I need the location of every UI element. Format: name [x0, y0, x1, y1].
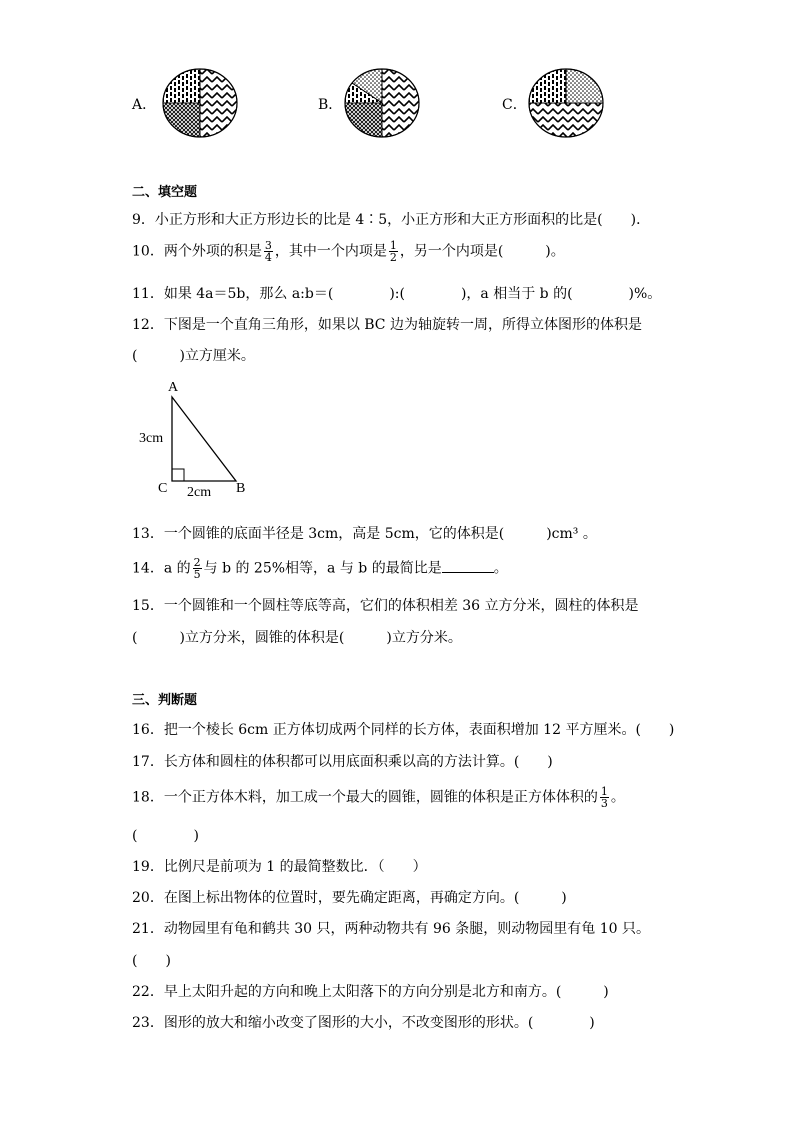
question-21-line-2: ( ) [132, 953, 171, 969]
question-23: 23．图形的放大和缩小改变了图形的大小，不改变图形的形状。( ) [132, 1015, 595, 1031]
option-b-pie-chart [344, 68, 420, 138]
q18-fraction: $\frac{1}{3}$ [600, 785, 608, 810]
triangle-vertex-c: C [158, 481, 168, 496]
question-16: 16．把一个棱长 6cm 正方体切成两个同样的长方体，表面积增加 12 平方厘米。( ) [132, 722, 675, 738]
q14-fraction: $\frac{2}{5}$ [193, 556, 201, 581]
q18-text-a: 18．一个正方体木料，加工成一个最大的圆锥，圆锥的体积是正方体体积的 [132, 789, 598, 806]
section-fill-blank-title: 二、填空题 [132, 185, 198, 200]
question-10 [132, 240, 565, 263]
question-11: 11．如果 4a＝5b，那么 a:b＝( ):( )，a 相当于 b 的( )%。 [132, 286, 662, 302]
question-12-line-1: 12．下图是一个直角三角形，如果以 BC 边为轴旋转一周，所得立体图形的体积是 [132, 317, 642, 333]
question-18 [132, 786, 625, 809]
q10-fraction-2: $\frac{1}{2}$ [389, 239, 397, 264]
question-19: 19．比例尺是前项为 1 的最简整数比．（ ） [132, 859, 427, 875]
triangle-side-ac-length: 3cm [139, 431, 164, 446]
question-17: 17．长方体和圆柱的体积都可以用底面积乘以高的方法计算。( ) [132, 754, 553, 770]
triangle-side-cb-length: 2cm [187, 485, 212, 500]
question-22: 22．早上太阳升起的方向和晚上太阳落下的方向分别是北方和南方。( ) [132, 984, 609, 1000]
question-14 [132, 557, 508, 580]
q10-fraction-1: $\frac{3}{4}$ [264, 239, 272, 264]
q14-text-a: 14．a 的 [132, 560, 191, 577]
q14-text-b: 与 b 的 25%相等，a 与 b 的最简比是 [203, 560, 442, 577]
q14-text-c: 。 [493, 560, 508, 577]
question-12-line-2: ( )立方厘米。 [132, 348, 255, 364]
question-21-line-1: 21．动物园里有龟和鹤共 30 只，两种动物共有 96 条腿，则动物园里有龟 10 只。 [132, 921, 650, 937]
option-a-pie-chart [162, 68, 238, 138]
option-a-label: A． [132, 97, 157, 113]
triangle-vertex-b: B [236, 481, 246, 496]
question-15-line-1: 15．一个圆锥和一个圆柱等底等高，它们的体积相差 36 立方分米，圆柱的体积是 [132, 598, 639, 614]
option-c-label: C． [502, 97, 527, 113]
right-triangle-figure [170, 395, 240, 485]
question-20: 20．在图上标出物体的位置时，要先确定距离，再确定方向。( ) [132, 890, 567, 906]
option-b-slice-zigzag [382, 69, 419, 137]
triangle-vertex-a: A [168, 380, 179, 395]
q10-text-a: 10．两个外项的积是 [132, 243, 262, 260]
option-b-label: B． [318, 97, 343, 113]
q10-text-c: ，另一个内项是( )。 [399, 243, 565, 260]
option-a-slice-zigzag [200, 69, 237, 137]
q10-text-b: ，其中一个内项是 [274, 243, 387, 260]
question-18-answer: ( ) [132, 828, 199, 844]
question-15-line-2: ( )立方分米，圆锥的体积是( )立方分米。 [132, 630, 462, 646]
question-9: 9．小正方形和大正方形边长的比是 4∶5，小正方形和大正方形面积的比是( )． [132, 212, 651, 228]
section-judge-title: 三、判断题 [132, 693, 198, 708]
option-c-slice-zigzag [529, 103, 603, 137]
q18-text-b: 。 [610, 789, 625, 806]
question-13: 13．一个圆锥的底面半径是 3cm，高是 5cm，它的体积是( )cm³ 。 [132, 526, 597, 542]
option-c-pie-chart [528, 68, 604, 138]
q14-answer-blank [442, 558, 494, 573]
